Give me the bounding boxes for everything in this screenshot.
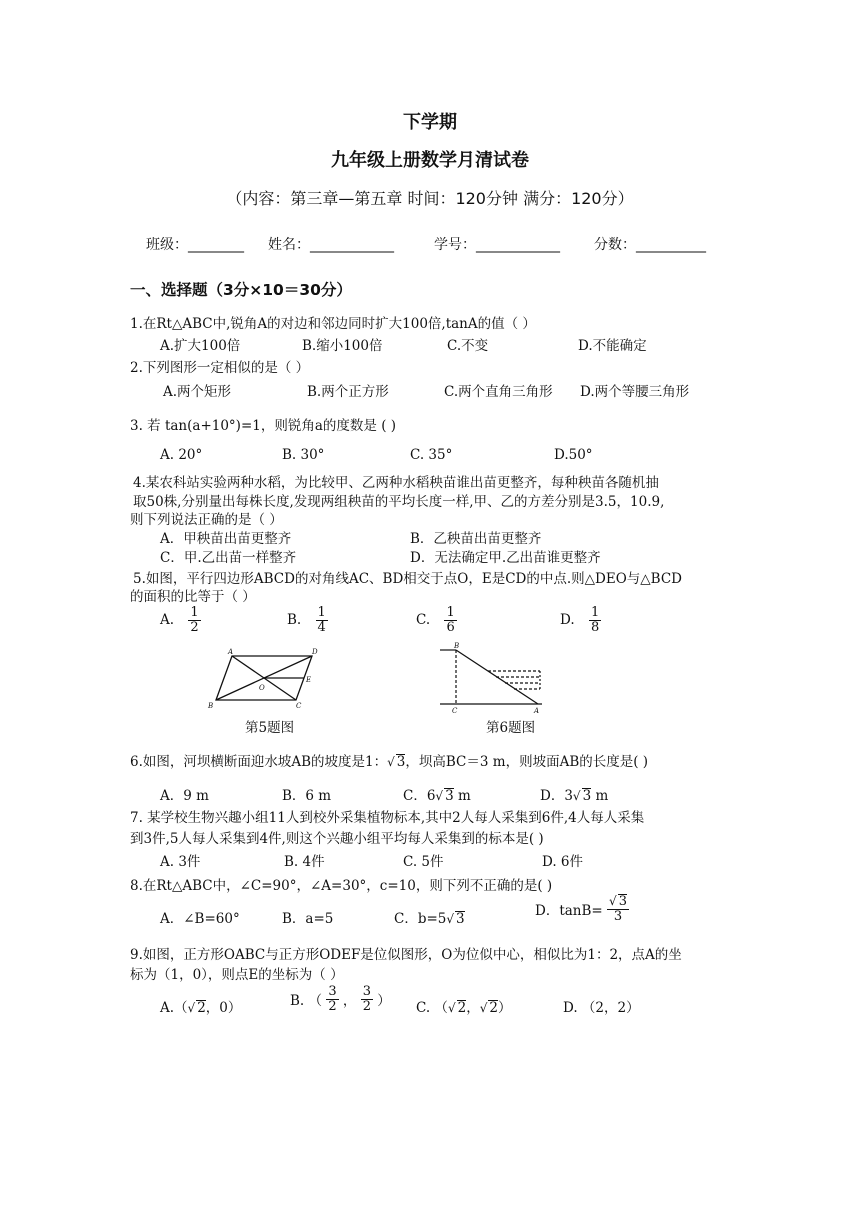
q5-option-d-label: D.	[560, 612, 575, 629]
q8-option-c-radicand: 3	[456, 911, 465, 927]
figure-6-caption: 第6题图	[486, 720, 536, 736]
q2-stem: 2.下列图形一定相似的是（ ）	[130, 360, 310, 376]
q7-line2: 到3件,5人每人采集到4件,则这个兴趣小组平均每人采集到的标本是( )	[130, 831, 544, 847]
q4-line1: 4.某农科站实验两种水稻，为比较甲、乙两种水稻秧苗谁出苗更整齐，每种秧苗各随机抽	[133, 475, 659, 491]
q9-option-c-separator: ，	[466, 1000, 480, 1016]
section-heading: 一、选择题（3分×10＝30分）	[130, 281, 352, 299]
q7-option-b: B. 4件	[284, 854, 325, 870]
q9-option-b	[290, 985, 391, 1013]
q1-option-a: A.扩大100倍	[160, 338, 241, 354]
q5-line1: 5.如图，平行四边形ABCD的对角线AC、BD相交于点O，E是CD的中点.则△DEO与△BCD	[133, 571, 682, 587]
q9-option-c-radicand-2: 2	[489, 1000, 498, 1016]
q7-option-d: D. 6件	[542, 854, 584, 870]
q9-option-c-radicand-1: 2	[457, 1000, 467, 1016]
q1-stem: 1.在Rt△ABC中,锐角A的对边和邻边同时扩大100倍,tanA的值（ ）	[130, 316, 536, 332]
fraction-denominator: 6	[446, 619, 455, 635]
q3-option-b: B. 30°	[282, 447, 325, 463]
q5-line2: 的面积的比等于（ ）	[130, 589, 256, 605]
figure-6	[432, 640, 547, 716]
q6-option-c-prefix: C．6	[403, 788, 436, 804]
q4-option-a: A．甲秧苗出苗更整齐	[160, 531, 292, 547]
q7-line1: 7. 某学校生物兴趣小组11人到校外采集植物标本,其中2人每人采集到6件,4人每人采集	[130, 810, 645, 826]
q9-option-b-fraction-1	[326, 985, 338, 1013]
q9-option-b-fraction-2	[361, 985, 373, 1013]
header-line1: 下学期	[403, 112, 457, 133]
fig6-label-c: C	[452, 707, 458, 715]
fraction-numerator: 1	[590, 605, 600, 620]
q4-option-d: D．无法确定甲.乙出苗谁更整齐	[410, 550, 601, 566]
q2-option-a: A.两个矩形	[163, 384, 232, 400]
q3-option-a: A. 20°	[160, 447, 203, 463]
q5-option-c	[416, 606, 457, 634]
figure-5-caption: 第5题图	[245, 720, 295, 736]
q9-option-b-separator: ，	[342, 993, 357, 1010]
q9-option-c: C. （√ 2，√ 2）	[416, 1000, 512, 1016]
q3-stem: 3. 若 tan(a+10°)=1，则锐角a的度数是 ( )	[130, 418, 397, 434]
fraction-numerator: 1	[317, 605, 326, 620]
q1-option-c: C.不变	[447, 338, 489, 354]
q2-option-b: B.两个正方形	[307, 384, 389, 400]
q5-option-c-fraction	[444, 606, 456, 634]
q8-option-d	[535, 894, 629, 924]
fraction-denominator: 2	[190, 619, 199, 635]
fig6-label-a: A	[534, 707, 540, 715]
q6-option-d: D．3√ 3 m	[540, 788, 609, 804]
q5-option-a-label: A.	[160, 612, 175, 629]
fraction-numerator: 3	[362, 984, 371, 999]
q5-option-d	[560, 606, 601, 634]
fig5-label-a: A	[228, 648, 234, 656]
q6-option-c: C．6√ 3 m	[403, 788, 471, 804]
q8-option-d-fraction	[607, 894, 629, 924]
q8-option-c: C．b=5√ 3	[394, 911, 465, 927]
q6-option-d-prefix: D．3	[540, 788, 573, 804]
q1-option-d: D.不能确定	[578, 338, 647, 354]
q6-stem-tail: ，坝高BC＝3 m，则坡面AB的长度是( )	[405, 754, 649, 770]
fig5-label-o: O	[259, 684, 265, 692]
q8-option-c-prefix: C．b=5	[394, 911, 447, 927]
fraction-numerator: 1	[446, 605, 455, 620]
q5-option-b-fraction	[316, 606, 328, 634]
exam-info: （内容：第三章—第五章 时间：120分钟 满分：120分）	[226, 189, 634, 208]
class-field: 班级：________	[146, 237, 244, 253]
q2-option-d: D.两个等腰三角形	[580, 384, 690, 400]
fig5-label-e: E	[306, 676, 312, 684]
q9-option-c-prefix: C. （	[416, 1000, 448, 1016]
q6-stem-radicand: 3	[396, 754, 406, 770]
fig5-label-c: C	[296, 702, 302, 710]
q6-option-c-radicand: 3	[445, 788, 454, 804]
q6-stem: 6.如图，河坝横断面迎水坡AB的坡度是1：√ 3，坝高BC＝3 m，则坡面AB的长度是( )	[130, 754, 649, 770]
q2-option-c: C.两个直角三角形	[444, 384, 553, 400]
fraction-denominator: 4	[317, 619, 326, 635]
q9-option-b-prefix: B. （	[290, 993, 323, 1010]
q6-option-b: B．6 m	[282, 788, 332, 804]
name-field: 姓名：____________	[268, 237, 394, 253]
score-field: 分数：__________	[594, 237, 706, 253]
q5-option-d-fraction	[589, 606, 601, 634]
q8-option-d-prefix: D．tanB=	[535, 902, 603, 919]
q9-option-c-suffix: ）	[497, 1000, 512, 1016]
fraction-denominator: 2	[328, 998, 337, 1014]
q6-option-d-radicand: 3	[582, 788, 592, 804]
q6-option-c-unit: m	[453, 788, 471, 804]
q9-option-a-radicand: 2	[197, 1000, 206, 1016]
q5-option-a-fraction	[188, 606, 200, 634]
q6-option-d-unit: m	[591, 788, 609, 804]
q6-option-a: A．9 m	[160, 788, 209, 804]
q9-option-a: A.（√ 2，0）	[160, 1000, 242, 1016]
q9-option-d: D. （2，2）	[563, 1000, 640, 1016]
q8-option-b: B．a=5	[282, 911, 334, 927]
q8-stem: 8.在Rt△ABC中，∠C=90°，∠A=30°，c=10，则下列不正确的是( )	[130, 878, 553, 894]
fraction-numerator: 3	[328, 984, 337, 999]
fraction-numerator: 1	[190, 605, 199, 620]
q1-option-b: B.缩小100倍	[302, 338, 383, 354]
q3-option-d: D.50°	[554, 447, 593, 463]
q9-option-a-prefix: A.（	[160, 1000, 188, 1016]
fraction-numerator: √ 3	[609, 894, 627, 909]
fraction-denominator: 3	[613, 909, 623, 925]
exam-title: 九年级上册数学月清试卷	[331, 150, 529, 171]
student-id-field: 学号：____________	[434, 237, 560, 253]
q5-option-b-label: B.	[287, 612, 302, 629]
q5-option-c-label: C.	[416, 612, 431, 629]
q6-stem-text: 6.如图，河坝横断面迎水坡AB的坡度是1：	[130, 754, 388, 770]
q4-option-b: B．乙秧苗出苗更整齐	[410, 531, 542, 547]
fraction-numerator-radicand: 3	[618, 894, 627, 909]
q7-option-a: A. 3件	[160, 854, 201, 870]
fraction-denominator: 8	[590, 619, 600, 635]
q4-line2: 取50株,分别量出每株长度,发现两组秧苗的平均长度一样,甲、乙的方差分别是3.5，10.9,	[133, 494, 665, 510]
q8-option-a: A．∠B=60°	[160, 911, 240, 927]
figure-5	[204, 648, 324, 710]
q9-line2: 标为（1，0），则点E的坐标为（ ）	[130, 967, 344, 983]
q4-line3: 则下列说法正确的是（ ）	[130, 512, 283, 528]
q9-line1: 9.如图，正方形OABC与正方形ODEF是位似图形，O为位似中心，相似比为1：2，点A的坐	[130, 947, 682, 963]
q4-option-c: C．甲.乙出苗一样整齐	[160, 550, 297, 566]
q9-option-a-suffix: ，0）	[205, 1000, 242, 1016]
q3-option-c: C. 35°	[410, 447, 453, 463]
fig5-label-b: B	[208, 702, 214, 710]
q7-option-c: C. 5件	[403, 854, 444, 870]
q5-option-a	[160, 606, 201, 634]
fig6-label-b: B	[454, 642, 460, 650]
fraction-denominator: 2	[362, 998, 371, 1014]
q5-option-b	[287, 606, 328, 634]
q9-option-b-suffix: ）	[377, 993, 391, 1010]
fig5-label-d: D	[312, 648, 318, 656]
